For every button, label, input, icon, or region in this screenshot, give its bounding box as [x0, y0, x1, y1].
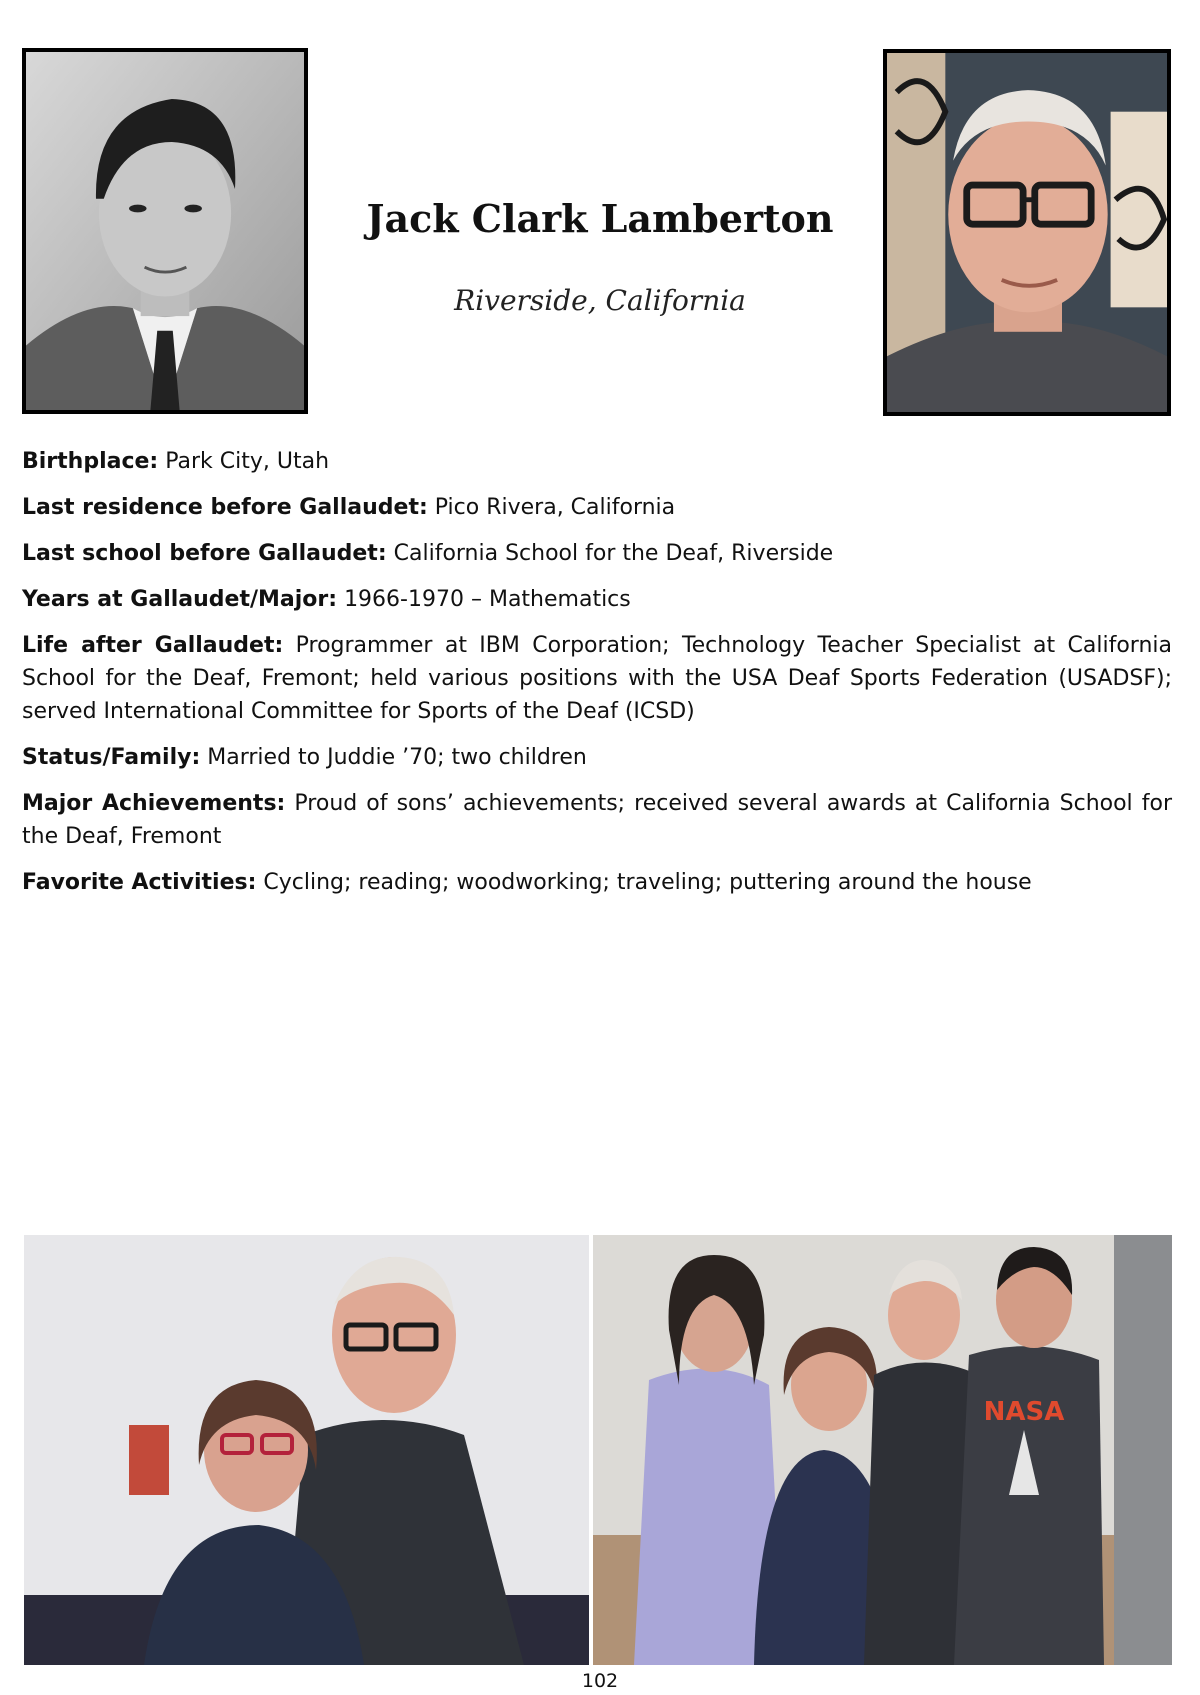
major-achievements-field [22, 787, 1172, 853]
field-value: Programmer at IBM Corporation; Technology Teacher Specialist at California School for the Deaf, Fremont; held various positions with the USA Deaf Sports Federation (USADSF); served International Committee for Sports of the Deaf (ICSD) [22, 633, 1172, 724]
field-label: Years at Gallaudet/Major: [22, 587, 338, 612]
field-label: Last residence before Gallaudet: [22, 495, 428, 520]
field-label: Status/Family: [22, 745, 201, 770]
field-value: Cycling; reading; woodworking; traveling; puttering around the house [263, 870, 1032, 895]
field-label: Birthplace: [22, 449, 159, 474]
favorite-activities-field [22, 866, 1172, 899]
shirt-logo-text: NASA [983, 1397, 1065, 1427]
status-family-field [22, 741, 1172, 774]
couple-photo [24, 1235, 589, 1665]
years-major-field [22, 583, 1172, 616]
field-label: Last school before Gallaudet: [22, 541, 387, 566]
page-number: 102 [581, 1670, 619, 1692]
biography-section [22, 445, 1172, 912]
family-photos [24, 1235, 1172, 1665]
field-value: Married to Juddie ’70; two children [207, 745, 587, 770]
family-group-photo [593, 1235, 1172, 1665]
field-label: Favorite Activities: [22, 870, 257, 895]
field-value: 1966-1970 – Mathematics [344, 587, 631, 612]
birthplace-field [22, 445, 1172, 478]
last-school-field [22, 537, 1172, 570]
profile-location: Riverside, California [454, 284, 746, 317]
last-residence-field [22, 491, 1172, 524]
field-value: Pico Rivera, California [434, 495, 676, 520]
current-portrait-photo [883, 49, 1171, 416]
profile-name: Jack Clark Lamberton [366, 196, 834, 241]
life-after-field [22, 629, 1172, 728]
field-label: Major Achievements: [22, 791, 286, 816]
field-label: Life after Gallaudet: [22, 633, 284, 658]
field-value: Park City, Utah [165, 449, 330, 474]
yearbook-portrait-photo [22, 48, 308, 414]
field-value: California School for the Deaf, Riverside [393, 541, 834, 566]
field-value: Proud of sons’ achievements; received several awards at California School for the Deaf, Fremont [22, 791, 1172, 849]
